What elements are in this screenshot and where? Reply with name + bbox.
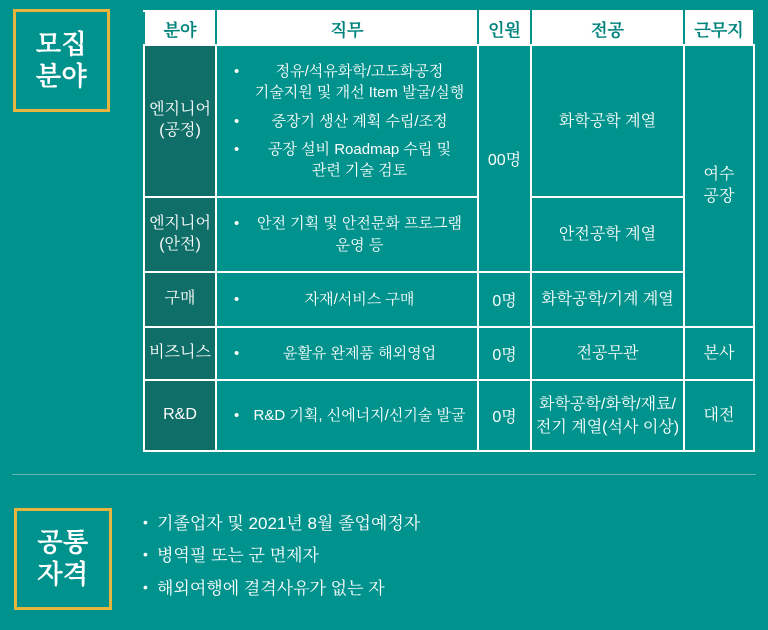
duty-line: • 정유/석유화학/고도화공정: [275, 63, 444, 80]
col-header-major: 전공: [531, 11, 684, 45]
field-line: 구매: [164, 290, 196, 308]
duty-line: • R&D 기획, 신에너지/신기술 발굴: [253, 407, 466, 425]
field-cell: [144, 197, 216, 272]
table-row-business: [144, 327, 754, 380]
location-line: 본사: [703, 344, 735, 362]
qualification-list: [141, 513, 420, 610]
table-row-purchasing: [144, 272, 754, 327]
duty-line: 운영 등: [335, 236, 384, 254]
major-line: 전공무관: [576, 345, 639, 363]
location-line: 여수: [703, 165, 735, 183]
recruit-table: [143, 10, 755, 452]
qualification-title: [37, 527, 88, 590]
field-line: R&D: [163, 406, 197, 424]
duty-line: • 안전 기획 및 안전문화 프로그램: [256, 215, 463, 233]
major-cell: [531, 327, 684, 380]
duties-cell: [216, 45, 478, 197]
duties-cell: [216, 327, 478, 380]
qualification-title-line-2: 자격: [37, 559, 89, 589]
headcount-cell: 0명: [478, 272, 531, 327]
recruit-title-box: [13, 9, 110, 112]
field-cell: [144, 45, 216, 197]
duty-item: [233, 343, 471, 364]
col-header-field: 분야: [144, 11, 216, 45]
location-cell: [684, 380, 754, 451]
col-header-location: 근무지: [684, 11, 754, 45]
duty-line: • 자재/서비스 구매: [304, 290, 415, 308]
recruit-title: [36, 29, 87, 92]
major-line: 화학공학/화학/재료/: [539, 395, 676, 413]
table-row-engineer-process: [144, 45, 754, 197]
field-cell: [144, 380, 216, 451]
field-line: 비즈니스: [149, 344, 211, 362]
field-cell: [144, 272, 216, 327]
field-line: 엔지니어: [149, 101, 211, 119]
location-line: 대전: [703, 406, 735, 424]
duty-item: [233, 213, 471, 256]
location-cell: [684, 45, 754, 327]
duty-item: [233, 111, 471, 132]
duty-item: [233, 139, 471, 182]
major-cell: [531, 380, 684, 451]
major-cell: [531, 272, 684, 327]
duty-line: • 중장기 생산 계획 수립/조정: [271, 112, 448, 130]
location-line: 공장: [703, 188, 735, 206]
field-line: 엔지니어: [149, 214, 211, 232]
major-cell: [531, 45, 684, 197]
headcount-cell: 00명: [478, 45, 531, 272]
duty-line: • 윤활유 완제품 해외영업: [282, 345, 437, 363]
major-line: 화학공학/기계 계열: [541, 290, 674, 308]
headcount-cell: 0명: [478, 380, 531, 451]
qualification-title-line-1: 공통: [37, 527, 89, 558]
field-line: (안전): [159, 235, 201, 253]
recruit-title-line-2: 분야: [35, 60, 88, 91]
major-line: 안전공학 계열: [558, 226, 657, 244]
location-cell: [684, 327, 754, 380]
table-header-row: [144, 11, 754, 45]
duty-item: [233, 61, 471, 104]
duty-item: [233, 405, 471, 426]
field-line: (공정): [159, 122, 201, 140]
qualification-item: • 병역필 또는 군 면제자: [141, 545, 420, 566]
recruit-title-line-1: 모집: [35, 28, 88, 59]
col-header-duties: 직무: [216, 11, 478, 45]
section-divider: [12, 474, 756, 475]
major-line: 화학공학 계열: [558, 112, 657, 130]
duty-list: [233, 289, 471, 310]
duty-item: [233, 289, 471, 310]
duties-cell: [216, 272, 478, 327]
duties-cell: [216, 380, 478, 451]
major-line: 전기 계열(석사 이상): [535, 418, 680, 436]
duty-line: 기술지원 및 개선 Item 발굴/실행: [254, 84, 465, 102]
field-cell: [144, 327, 216, 380]
duty-list: [233, 61, 471, 181]
qualification-item: • 해외여행에 결격사유가 없는 자: [141, 578, 420, 599]
major-cell: [531, 197, 684, 272]
col-header-headcount: 인원: [478, 11, 531, 45]
duty-list: [233, 405, 471, 426]
duties-cell: [216, 197, 478, 272]
qualification-title-box: [14, 508, 112, 610]
headcount-cell: 0명: [478, 327, 531, 380]
table-row-rnd: [144, 380, 754, 451]
duty-line: 관련 기술 검토: [311, 162, 408, 180]
duty-list: [233, 213, 471, 256]
table-row-engineer-safety: [144, 197, 754, 272]
duty-list: [233, 343, 471, 364]
duty-line: • 공장 설비 Roadmap 수립 및: [267, 140, 452, 158]
qualification-item: • 기졸업자 및 2021년 8월 졸업예정자: [141, 513, 420, 534]
